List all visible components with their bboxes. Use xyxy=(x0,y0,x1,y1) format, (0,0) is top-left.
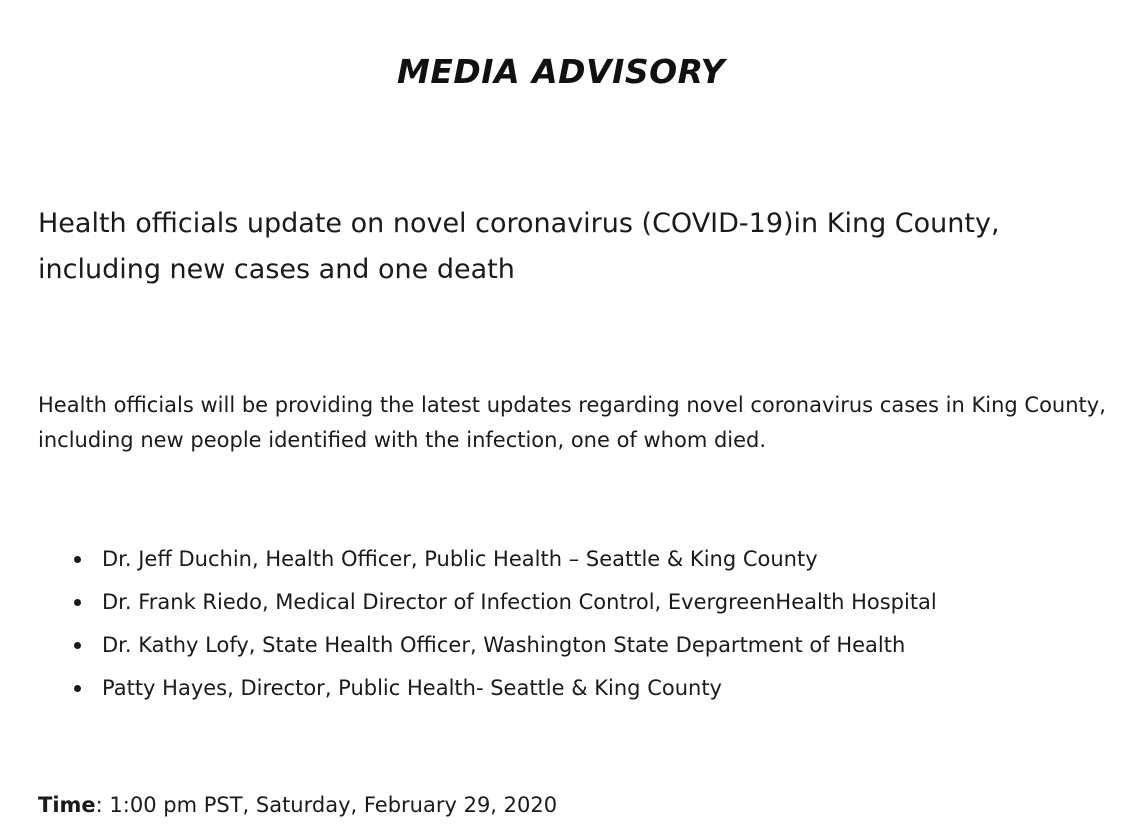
list-item xyxy=(38,624,1108,667)
event-time xyxy=(38,788,557,823)
speaker-name: Dr. Frank Riedo, Medical Director of Infection Control, EvergreenHealth Hospital xyxy=(102,590,937,614)
intro-paragraph: Health officials will be providing the latest updates regarding novel coronavirus cases in King County, including new people identified with the infection, one of whom died. xyxy=(38,393,1106,452)
time-separator: : xyxy=(95,793,103,817)
time-value: 1:00 pm PST, Saturday, February 29, 2020 xyxy=(102,793,558,817)
bullet-icon xyxy=(74,642,81,649)
list-item xyxy=(38,667,1108,710)
time-label: Time xyxy=(38,793,96,817)
speaker-list xyxy=(38,538,1108,710)
bullet-icon xyxy=(74,599,81,606)
bullet-icon xyxy=(74,556,81,563)
bullet-icon xyxy=(74,685,81,692)
page-title: MEDIA ADVISORY xyxy=(397,52,725,91)
speaker-name: Dr. Jeff Duchin, Health Officer, Public Health – Seattle & King County xyxy=(102,547,818,571)
headline: Health officials update on novel coronavirus (COVID-19)in King County, including new cases and one death xyxy=(38,208,1000,285)
speaker-name: Dr. Kathy Lofy, State Health Officer, Washington State Department of Health xyxy=(102,633,906,657)
speaker-name: Patty Hayes, Director, Public Health- Seattle & King County xyxy=(102,676,722,700)
list-item xyxy=(38,581,1108,624)
list-item xyxy=(38,538,1108,581)
